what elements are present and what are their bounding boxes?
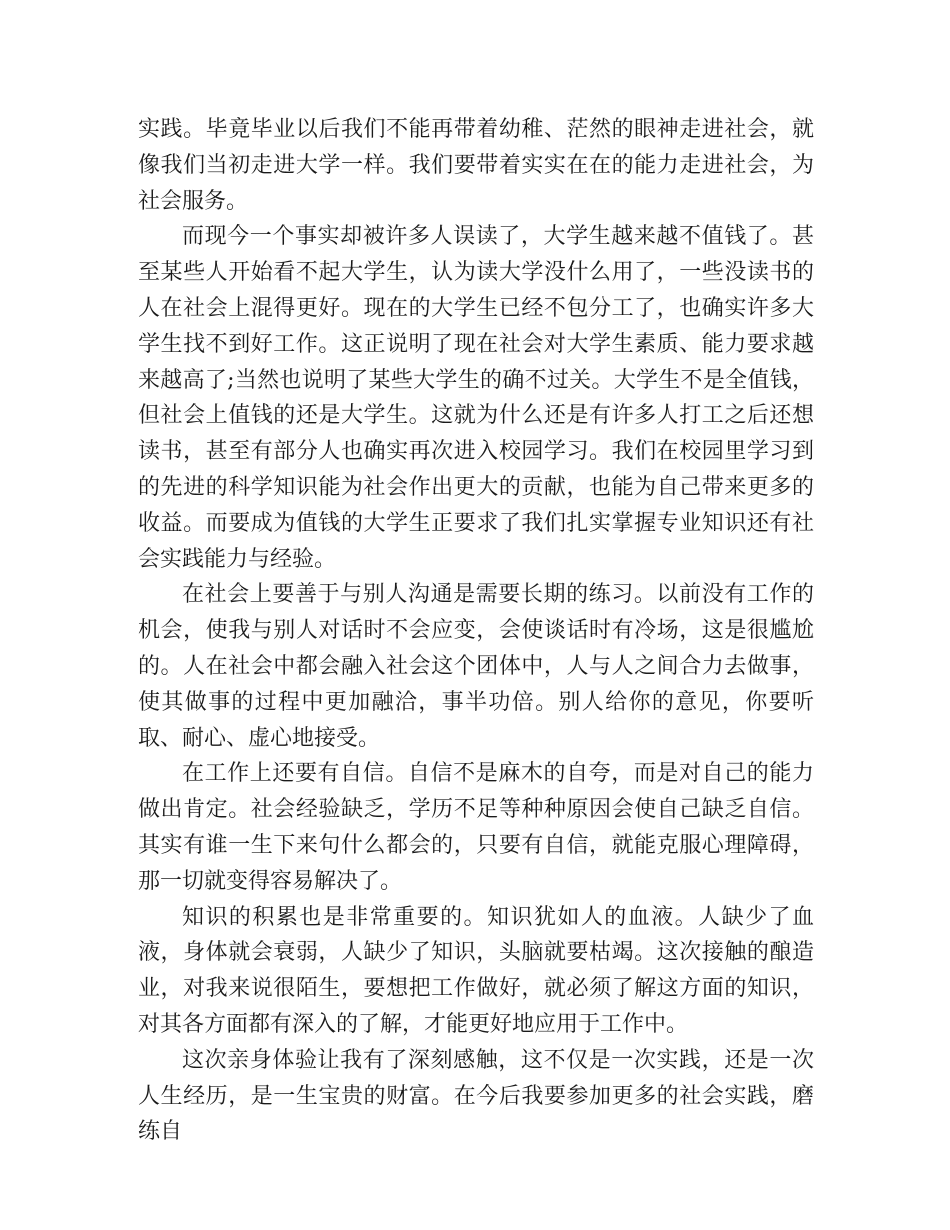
paragraph-knowledge: 知识的积累也是非常重要的。知识犹如人的血液。人缺少了血液，身体就会衰弱，人缺少了知识，头脑就要枯竭。这次接触的酿造业，对我来说很陌生，要想把工作做好，就必须了解这方面的知识，对其各方面都有深入的了解，才能更好地应用于工作中。: [138, 904, 814, 1037]
paragraph-confidence: 在工作上还要有自信。自信不是麻木的自夸，而是对自己的能力做出肯定。社会经验缺乏，学历不足等种种原因会使自己缺乏自信。其实有谁一生下来句什么都会的，只要有自信，就能克服心理障碍，那一切就变得容易解决了。: [138, 761, 814, 894]
paragraph-university-value: 而现今一个事实却被许多人误读了，大学生越来越不值钱了。甚至某些人开始看不起大学生，认为读大学没什么用了，一些没读书的人在社会上混得更好。现在的大学生已经不包分工了，也确实许多大学生找不到好工作。这正说明了现在社会对大学生素质、能力要求越来越高了;当然也说明了某些大学生的确不过关。大学生不是全值钱，但社会上值钱的还是大学生。这就为什么还是有许多人打工之后还想读书，甚至有部分人也确实再次进入校园学习。我们在校园里学习到的先进的科学知识能为社会作出更大的贡献，也能为自己带来更多的收益。而要成为值钱的大学生正要求了我们扎实掌握专业知识还有社会实践能力与经验。: [138, 224, 814, 572]
paragraph-experience: 这次亲身体验让我有了深刻感触，这不仅是一次实践，还是一次人生经历，是一生宝贵的财富。在今后我要参加更多的社会实践，磨练自: [138, 1047, 814, 1145]
paragraph-continuation: 实践。毕竟毕业以后我们不能再带着幼稚、茫然的眼神走进社会，就像我们当初走进大学一样。我们要带着实实在在的能力走进社会，为社会服务。: [138, 117, 814, 214]
document-page: [138, 112, 814, 1150]
paragraph-communication: 在社会上要善于与别人沟通是需要长期的练习。以前没有工作的机会，使我与别人对话时不会应变，会使谈话时有冷场，这是很尴尬的。人在社会中都会融入社会这个团体中，人与人之间合力去做事，使其做事的过程中更加融洽，事半功倍。别人给你的意见，你要听取、耐心、虚心地接受。: [138, 582, 814, 751]
